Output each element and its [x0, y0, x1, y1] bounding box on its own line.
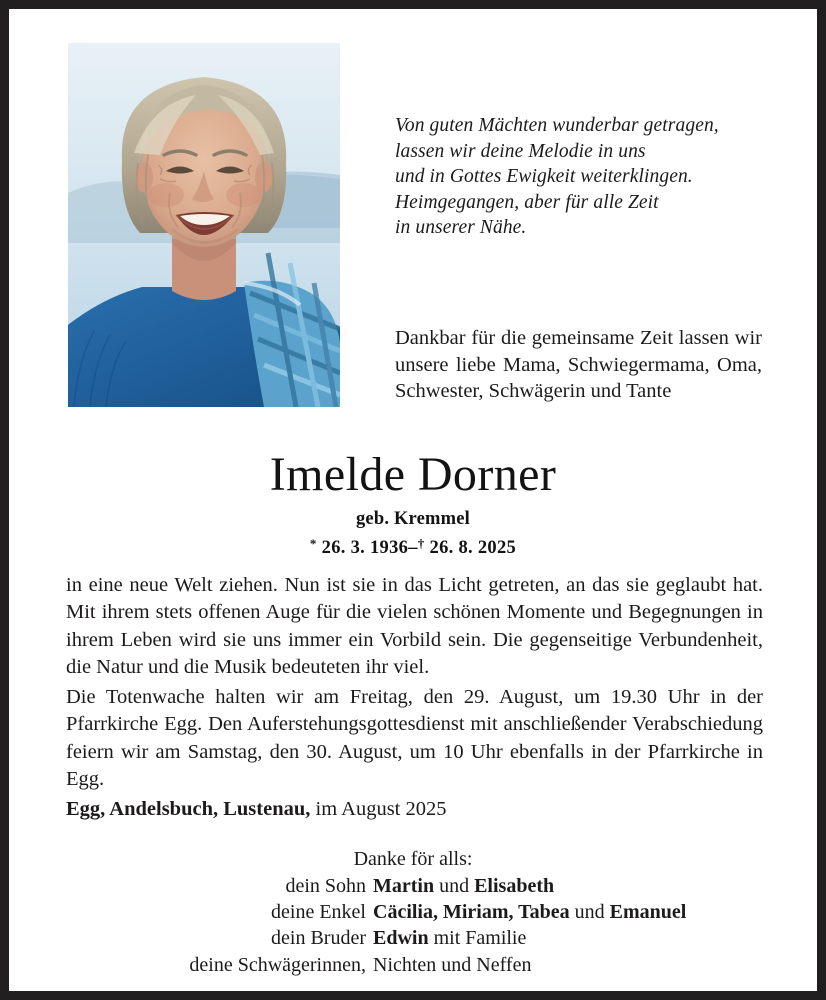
thanks-heading: Danke för alls: [353, 848, 473, 870]
place-and-date-line [66, 796, 763, 823]
poem-line: und in Gottes Ewigkeit weiterklingen. [395, 166, 693, 188]
death-date: 26. 8. 2025 [429, 538, 517, 558]
deceased-name-block [18, 447, 808, 560]
deceased-full-name: Imelde Dorner [269, 448, 557, 501]
memory-paragraph: in eine neue Welt ziehen. Nun ist sie in das Licht getreten, an das sie geglaubt hat. Mit ihrem stets offenen Auge für die vielen schönen Momente und Begegnungen in ihrem Leben wird sie uns immer ein Vorbild sein. Die gegenseitige Verbundenheit, die Natur und die Musik bedeuteten ihr viel. [66, 574, 763, 679]
death-cross-icon: † [417, 536, 425, 551]
portrait-illustration [68, 43, 340, 407]
deceased-maiden-name: geb. Kremmel [355, 509, 471, 529]
poem-line: lassen wir deine Melodie in uns [395, 140, 646, 162]
place-names: Egg, Andelsbuch, Lustenau, [66, 798, 311, 820]
family-row [66, 873, 763, 899]
family-relation-label: dein Sohn [285, 875, 366, 897]
birth-star-icon: * [309, 536, 317, 551]
poem-line: in unserer Nähe. [395, 217, 527, 239]
date-separator: – [408, 538, 418, 558]
family-member-names: Martin und Elisabeth [373, 875, 555, 897]
family-row [66, 925, 763, 951]
memorial-poem [395, 113, 765, 241]
gratitude-intro-text: Dankbar für die gemeinsame Zeit lassen wir unsere liebe Mama, Schwiegermama, Oma, Schwester, Schwägerin und Tante [395, 327, 762, 402]
family-member-names: Cäcilia, Miriam, Tabea und Emanuel [373, 901, 687, 924]
notice-paper [9, 9, 817, 991]
family-list [66, 873, 763, 978]
notice-date: im August 2025 [310, 798, 447, 820]
family-relation-label: deine Enkel [271, 901, 366, 924]
family-relation-label: deine Schwägerinnen, [189, 953, 366, 976]
poem-line: Von guten Mächten wunderbar getragen, [395, 115, 719, 136]
life-dates [18, 532, 808, 560]
portrait-photo [68, 43, 340, 407]
family-member-names: Edwin mit Familie [373, 927, 527, 950]
poem-line: Heimgegangen, aber für alle Zeit [395, 191, 659, 213]
family-relation-label: dein Bruder [271, 927, 366, 950]
service-details-paragraph: Die Totenwache halten wir am Freitag, den 29. August, um 19.30 Uhr in der Pfarrkirche Egg. Den Auferstehungsgottesdienst mit anschließender Verabschiedung feiern wir am Samstag, den 30. August, um 10 Uhr ebenfalls in der Pfarrkirche in Egg. [66, 686, 763, 791]
family-member-names: Nichten und Neffen [373, 953, 532, 976]
family-row [66, 899, 763, 925]
family-row [66, 952, 763, 978]
birth-date: 26. 3. 1936 [321, 538, 409, 558]
